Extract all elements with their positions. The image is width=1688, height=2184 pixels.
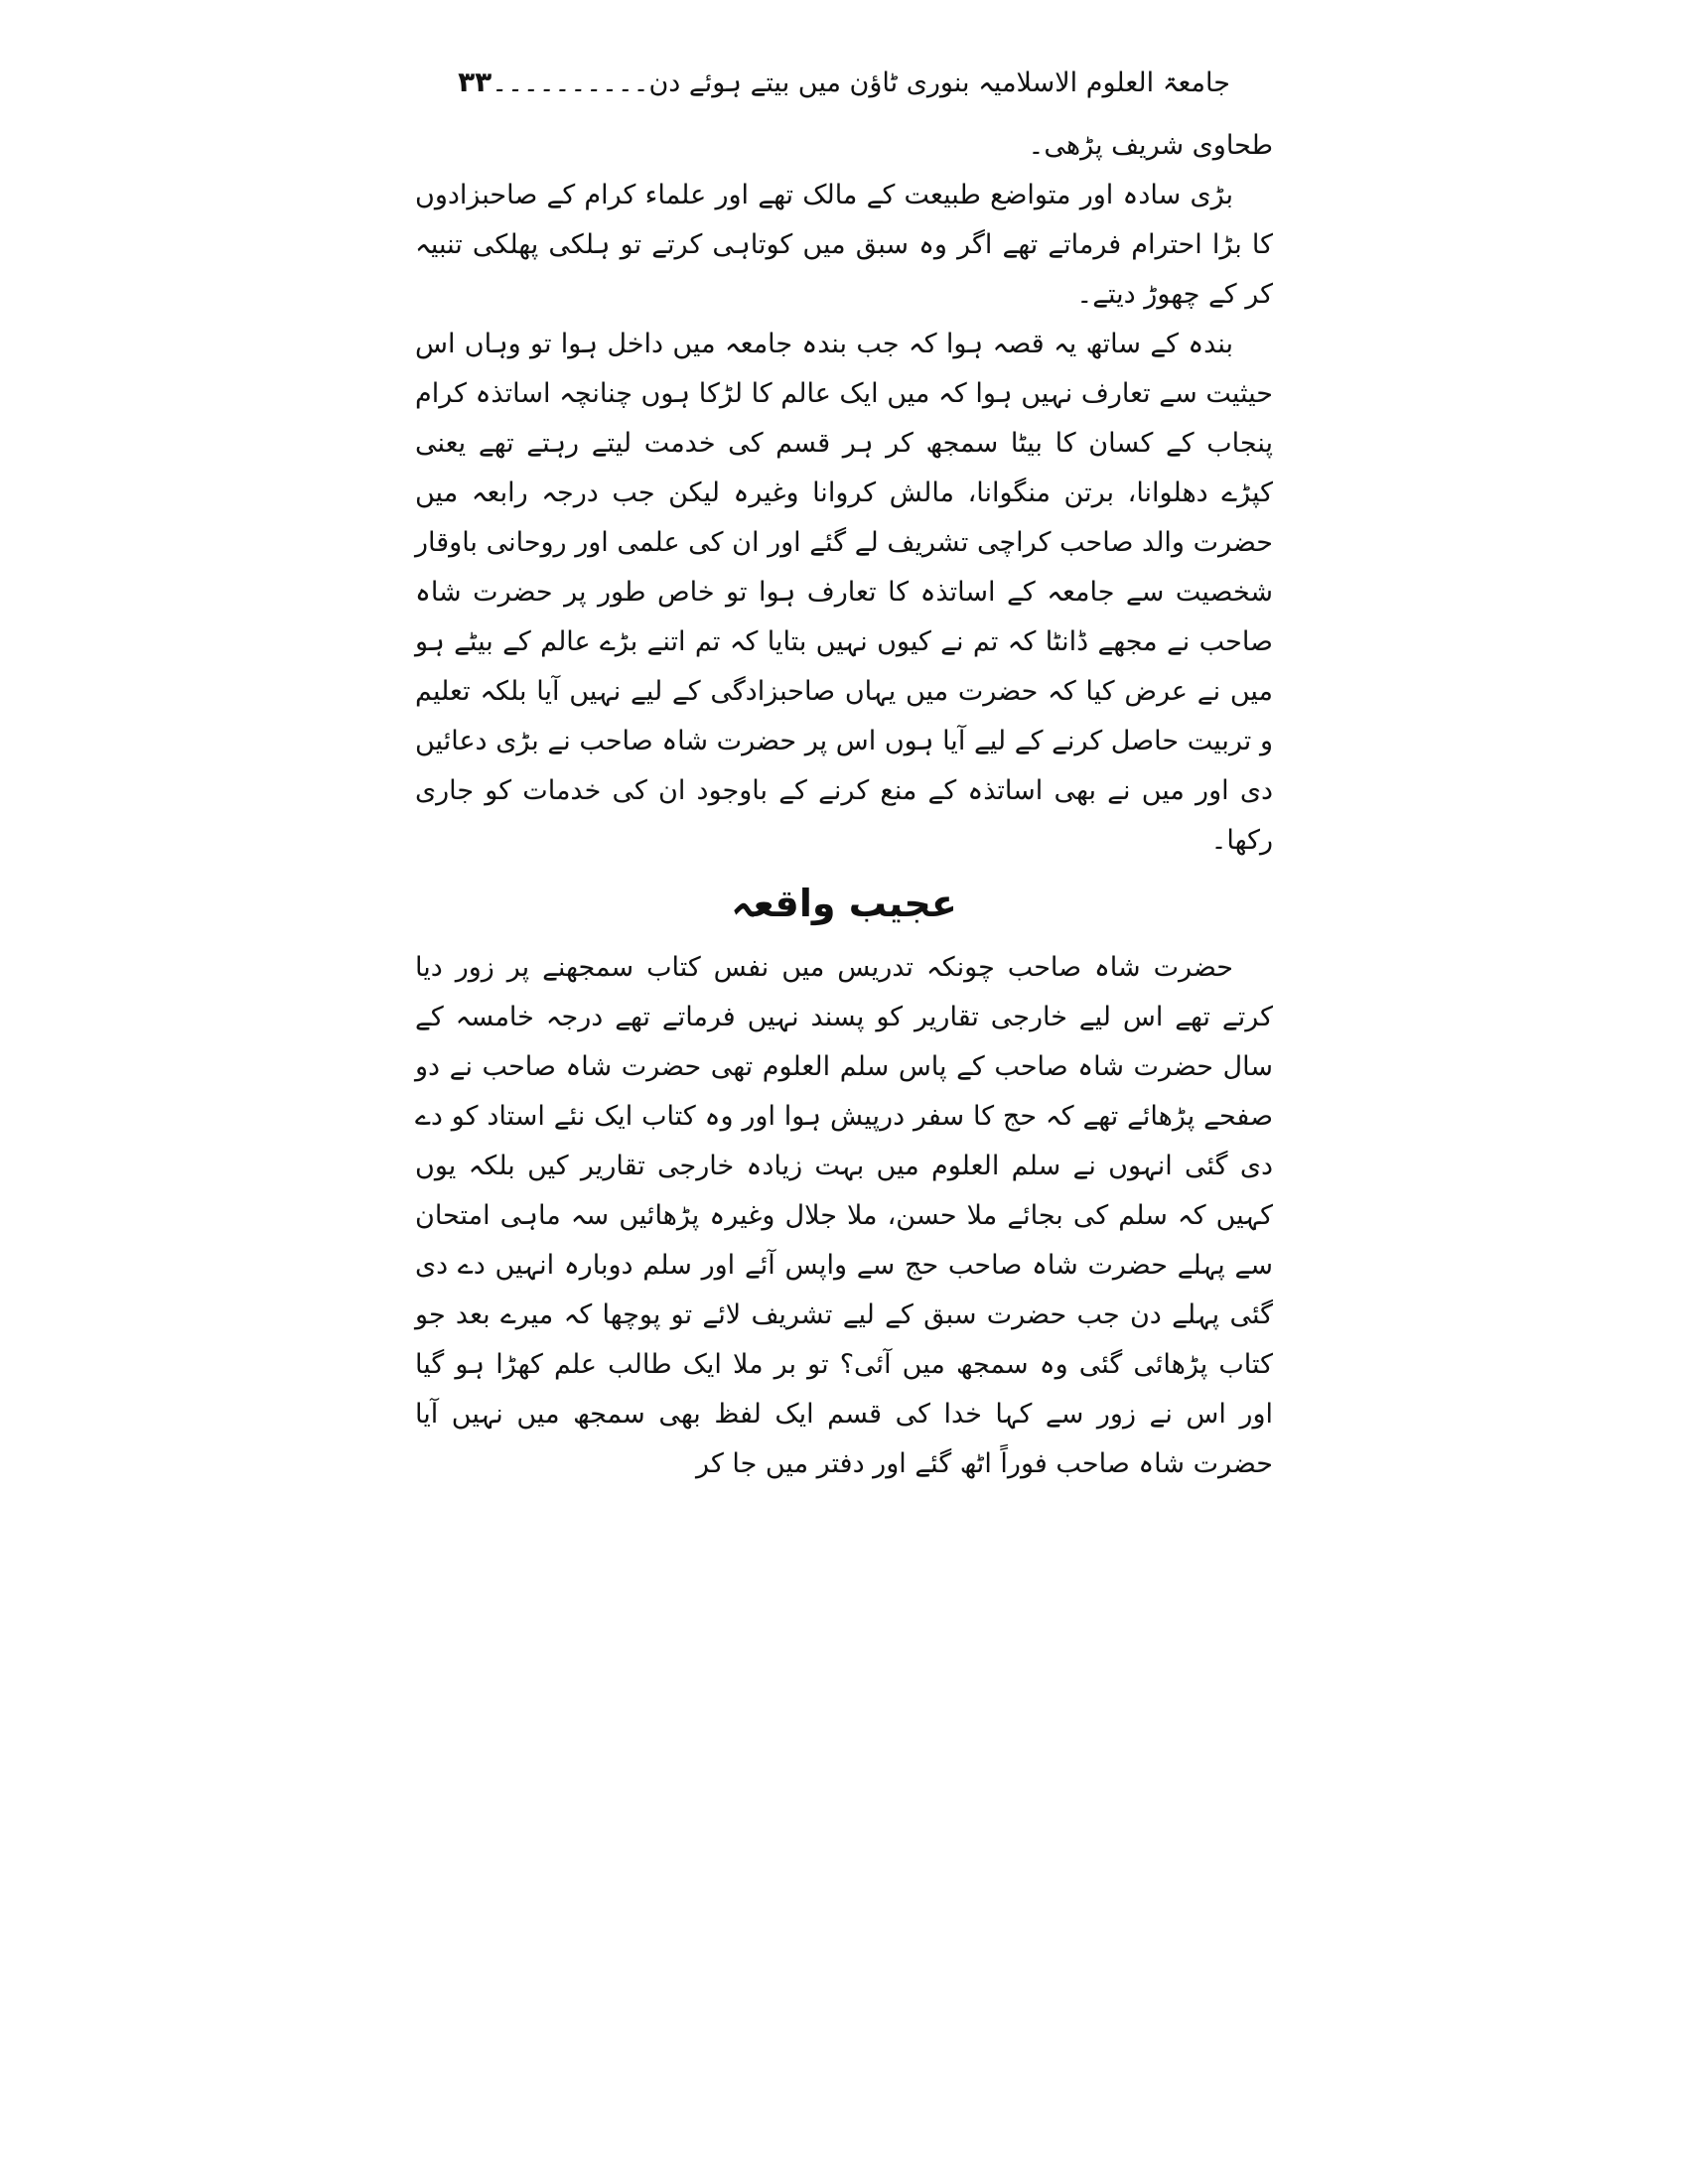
body-text xyxy=(415,121,1273,1489)
paragraph-1: طحاوی شریف پڑھی۔ xyxy=(1028,130,1273,161)
header-title: جامعۃ العلوم الاسلامیہ بنوری ٹاؤن میں بیتے ہوئے دن۔۔۔۔۔۔۔۔۔۔ xyxy=(492,68,1230,98)
page-number: ۳۳ xyxy=(458,66,492,98)
section-paragraph-1: حضرت شاہ صاحب چونکہ تدریس میں نفس کتاب سمجھنے پر زور دیا کرتے تھے اس لیے خارجی تقاریر کو پسند نہیں فرماتے تھے درجہ خامسہ کے سال حضرت شاہ صاحب کے پاس سلم العلوم تھی حضرت شاہ صاحب نے دو صفحے پڑھائے تھے کہ حج کا سفر درپیش ہوا اور وہ کتاب ایک نئے استاد کو دے دی گئی انہوں نے سلم العلوم میں بہت زیادہ خارجی تقاریر کیں بلکہ یوں کہیں کہ سلم کی بجائے ملا حسن، ملا جلال وغیرہ پڑھائیں سہ ماہی امتحان سے پہلے حضرت شاہ صاحب حج سے واپس آئے اور سلم دوبارہ انہیں دے دی گئی پہلے دن جب حضرت سبق کے لیے تشریف لائے تو پوچھا کہ میرے بعد جو کتاب پڑھائی گئی وہ سمجھ میں آئی؟ تو بر ملا ایک طالب علم کھڑا ہو گیا اور اس نے زور سے کہا خدا کی قسم ایک لفظ بھی سمجھ میں نہیں آیا حضرت شاہ صاحب فوراً اٹھ گئے اور دفتر میں جا کر xyxy=(415,952,1273,1479)
paragraph-2: بڑی سادہ اور متواضع طبیعت کے مالک تھے اور علماء کرام کے صاحبزادوں کا بڑا احترام فرماتے تھے اگر وہ سبق میں کوتاہی کرتے تو ہلکی پھلکی تنبیہ کر کے چھوڑ دیتے۔ xyxy=(415,180,1273,310)
paragraph-3: بندہ کے ساتھ یہ قصہ ہوا کہ جب بندہ جامعہ میں داخل ہوا تو وہاں اس حیثیت سے تعارف نہیں ہوا کہ میں ایک عالم کا لڑکا ہوں چنانچہ اساتذہ کرام پنجاب کے کسان کا بیٹا سمجھ کر ہر قسم کی خدمت لیتے رہتے تھے یعنی کپڑے دھلوانا، برتن منگوانا، مالش کروانا وغیرہ لیکن جب درجہ رابعہ میں حضرت والد صاحب کراچی تشریف لے گئے اور ان کی علمی اور روحانی باوقار شخصیت سے جامعہ کے اساتذہ کا تعارف ہوا تو خاص طور پر حضرت شاہ صاحب نے مجھے ڈانٹا کہ تم نے کیوں نہیں بتایا کہ تم اتنے بڑے عالم کے بیٹے ہو میں نے عرض کیا کہ حضرت میں یہاں صاحبزادگی کے لیے نہیں آیا بلکہ تعلیم و تربیت حاصل کرنے کے لیے آیا ہوں اس پر حضرت شاہ صاحب نے بڑی دعائیں دی اور میں نے بھی اساتذہ کے منع کرنے کے باوجود ان کی خدمات کو جاری رکھا۔ xyxy=(415,329,1273,856)
section-heading: عجیب واقعہ xyxy=(731,882,957,925)
running-header xyxy=(417,58,1271,107)
